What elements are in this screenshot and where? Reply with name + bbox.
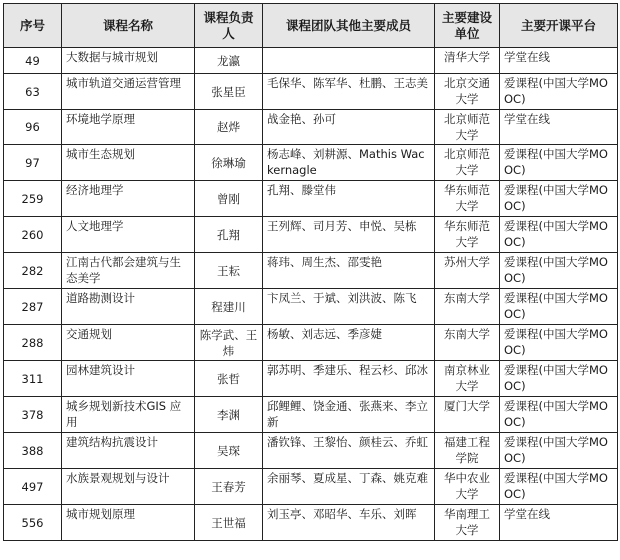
- header-unit: 主要建设单位: [435, 4, 500, 48]
- cell-platform: 学堂在线: [500, 110, 618, 145]
- cell-unit: 北京师范大学: [435, 110, 500, 145]
- cell-team-members: 潘钦锋、王黎怡、颜桂云、乔虹: [263, 433, 435, 469]
- header-team-members: 课程团队其他主要成员: [263, 4, 435, 48]
- cell-platform: 爱课程(中国大学MOOC): [500, 253, 618, 289]
- cell-team-members: 毛保华、陈军华、杜鹏、王志美: [263, 74, 435, 110]
- table-row: [4, 325, 618, 361]
- cell-team-members: 孔翔、滕堂伟: [263, 181, 435, 217]
- cell-unit: 厦门大学: [435, 397, 500, 433]
- cell-platform: 爱课程(中国大学MOOC): [500, 469, 618, 505]
- cell-team-members: 邱鲤鲤、饶金通、张燕来、李立新: [263, 397, 435, 433]
- cell-platform: 爱课程(中国大学MOOC): [500, 217, 618, 253]
- cell-unit: 南京林业大学: [435, 361, 500, 397]
- header-no: 序号: [4, 4, 62, 48]
- cell-unit: 华东师范大学: [435, 217, 500, 253]
- cell-team-members: 王列辉、司月芳、申悦、吴栋: [263, 217, 435, 253]
- table-row: [4, 361, 618, 397]
- cell-platform: 爱课程(中国大学MOOC): [500, 181, 618, 217]
- cell-unit: 东南大学: [435, 289, 500, 325]
- cell-unit: 北京交通大学: [435, 74, 500, 110]
- table-row: [4, 397, 618, 433]
- table-row: [4, 253, 618, 289]
- cell-no: 311: [4, 361, 62, 397]
- cell-course-name: 城市生态规划: [62, 145, 195, 181]
- cell-course-lead: 王世福: [195, 505, 263, 541]
- cell-team-members: 蒋玮、周生杰、邵雯艳: [263, 253, 435, 289]
- cell-platform: 爱课程(中国大学MOOC): [500, 433, 618, 469]
- cell-course-lead: 徐琳瑜: [195, 145, 263, 181]
- cell-no: 556: [4, 505, 62, 541]
- cell-platform: 学堂在线: [500, 505, 618, 541]
- table-header: [4, 4, 618, 48]
- cell-team-members: 卞凤兰、于斌、刘洪波、陈飞: [263, 289, 435, 325]
- cell-no: 49: [4, 48, 62, 74]
- cell-platform: 学堂在线: [500, 48, 618, 74]
- table-row: [4, 289, 618, 325]
- cell-course-lead: 王春芳: [195, 469, 263, 505]
- cell-course-name: 城乡规划新技术GIS 应用: [62, 397, 195, 433]
- cell-no: 282: [4, 253, 62, 289]
- cell-team-members: 郭苏明、季建乐、程云杉、邱冰: [263, 361, 435, 397]
- cell-course-lead: 曾刚: [195, 181, 263, 217]
- cell-unit: 华南理工大学: [435, 505, 500, 541]
- table-row: [4, 505, 618, 541]
- cell-no: 378: [4, 397, 62, 433]
- table-row: [4, 433, 618, 469]
- cell-course-lead: 张星臣: [195, 74, 263, 110]
- table-row: [4, 181, 618, 217]
- cell-platform: 爱课程(中国大学MOOC): [500, 145, 618, 181]
- cell-no: 497: [4, 469, 62, 505]
- cell-course-lead: 程建川: [195, 289, 263, 325]
- header-course-name: 课程名称: [62, 4, 195, 48]
- header-course-lead: 课程负责人: [195, 4, 263, 48]
- cell-course-name: 城市规划原理: [62, 505, 195, 541]
- cell-unit: 福建工程学院: [435, 433, 500, 469]
- cell-course-lead: 王耘: [195, 253, 263, 289]
- cell-platform: 爱课程(中国大学MOOC): [500, 361, 618, 397]
- cell-team-members: 刘玉亭、邓昭华、车乐、刘晖: [263, 505, 435, 541]
- cell-course-lead: 张哲: [195, 361, 263, 397]
- cell-course-name: 水族景观规划与设计: [62, 469, 195, 505]
- cell-no: 97: [4, 145, 62, 181]
- cell-unit: 华东师范大学: [435, 181, 500, 217]
- cell-no: 63: [4, 74, 62, 110]
- cell-course-name: 经济地理学: [62, 181, 195, 217]
- cell-platform: 爱课程(中国大学MOOC): [500, 397, 618, 433]
- cell-unit: 清华大学: [435, 48, 500, 74]
- cell-platform: 爱课程(中国大学MOOC): [500, 289, 618, 325]
- cell-team-members: 杨敏、刘志远、季彦婕: [263, 325, 435, 361]
- cell-team-members: 战金艳、孙可: [263, 110, 435, 145]
- cell-platform: 爱课程(中国大学MOOC): [500, 74, 618, 110]
- cell-course-lead: 龙瀛: [195, 48, 263, 74]
- cell-course-name: 城市轨道交通运营管理: [62, 74, 195, 110]
- cell-unit: 华中农业大学: [435, 469, 500, 505]
- cell-unit: 东南大学: [435, 325, 500, 361]
- cell-no: 287: [4, 289, 62, 325]
- cell-course-lead: 吴琛: [195, 433, 263, 469]
- table-row: [4, 110, 618, 145]
- table-body: [4, 48, 618, 541]
- header-row: [4, 4, 618, 48]
- cell-course-name: 道路勘测设计: [62, 289, 195, 325]
- cell-course-lead: 赵烨: [195, 110, 263, 145]
- cell-course-name: 人文地理学: [62, 217, 195, 253]
- cell-course-name: 大数据与城市规划: [62, 48, 195, 74]
- cell-team-members: [263, 48, 435, 74]
- table-row: [4, 48, 618, 74]
- cell-course-lead: 李渊: [195, 397, 263, 433]
- cell-no: 259: [4, 181, 62, 217]
- table-row: [4, 145, 618, 181]
- cell-platform: 爱课程(中国大学MOOC): [500, 325, 618, 361]
- cell-unit: 苏州大学: [435, 253, 500, 289]
- cell-unit: 北京师范大学: [435, 145, 500, 181]
- cell-course-name: 交通规划: [62, 325, 195, 361]
- cell-team-members: 余丽琴、夏成星、丁森、姚克难: [263, 469, 435, 505]
- cell-course-name: 园林建筑设计: [62, 361, 195, 397]
- cell-team-members: 杨志峰、刘耕源、Mathis Wackernagle: [263, 145, 435, 181]
- cell-no: 288: [4, 325, 62, 361]
- table-row: [4, 469, 618, 505]
- cell-course-name: 建筑结构抗震设计: [62, 433, 195, 469]
- table-row: [4, 217, 618, 253]
- cell-course-name: 环境地学原理: [62, 110, 195, 145]
- cell-no: 260: [4, 217, 62, 253]
- header-platform: 主要开课平台: [500, 4, 618, 48]
- table-row: [4, 74, 618, 110]
- cell-no: 388: [4, 433, 62, 469]
- cell-course-lead: 陈学武、王炜: [195, 325, 263, 361]
- course-table-container: [3, 3, 618, 541]
- course-table: [3, 3, 618, 541]
- cell-course-lead: 孔翔: [195, 217, 263, 253]
- cell-course-name: 江南古代都会建筑与生态美学: [62, 253, 195, 289]
- cell-no: 96: [4, 110, 62, 145]
